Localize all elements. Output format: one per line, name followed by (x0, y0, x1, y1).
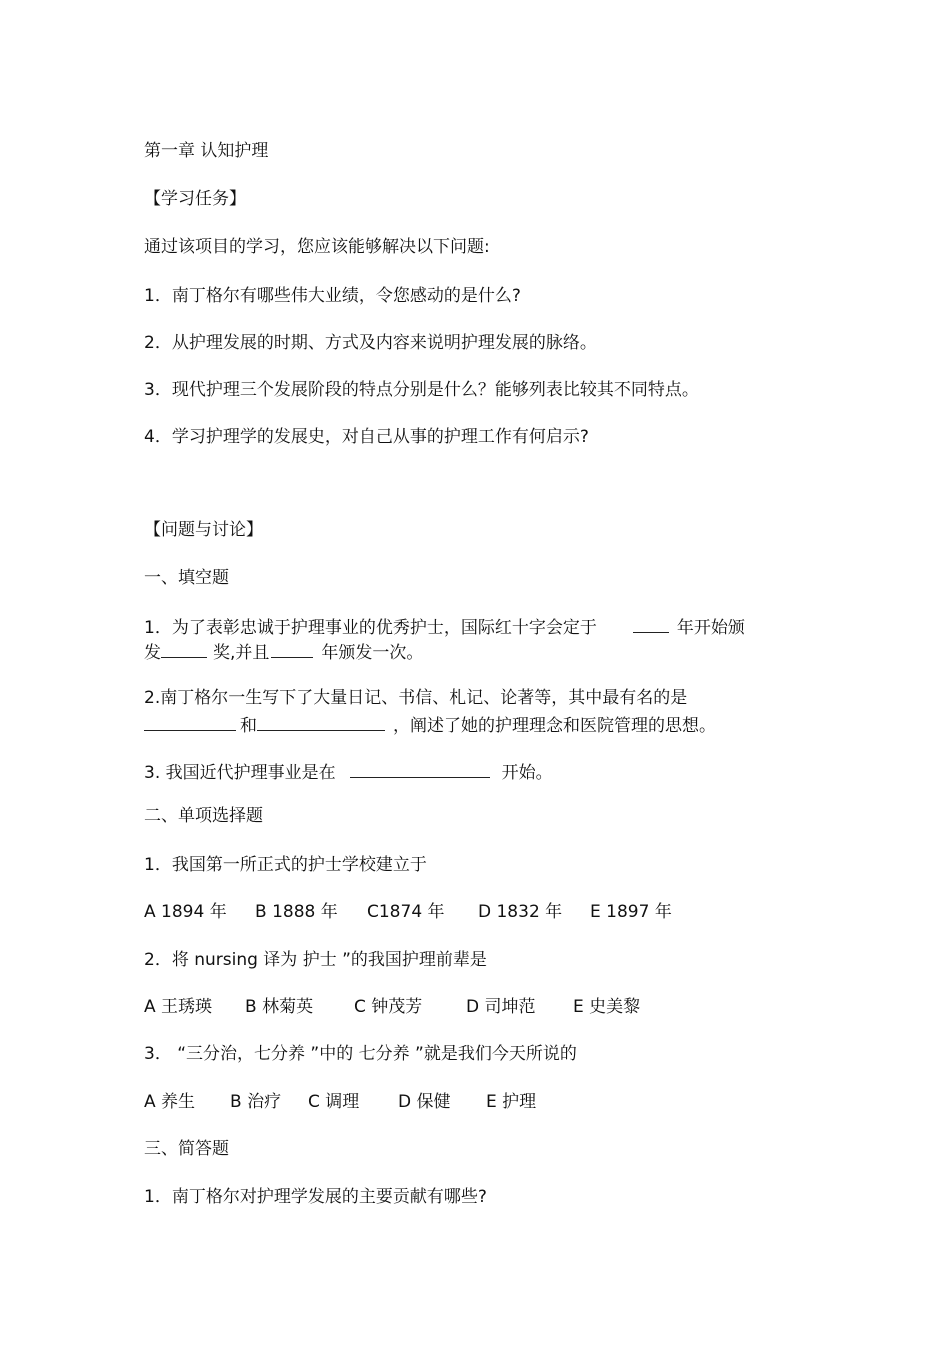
discussion-heading: 【问题与讨论】 (144, 520, 263, 540)
choice-question-1-options (144, 900, 672, 924)
choice-q3-option-c: C 调理 (308, 1092, 360, 1112)
choice-question-3-options (144, 1090, 536, 1114)
choice-q1-option-a: A 1894 年 (144, 902, 227, 922)
choice-q1-option-c: C1874 年 (367, 902, 445, 922)
choice-question-2: 2．将 nursing 译为 护士 ”的我国护理前辈是 (144, 950, 487, 970)
fill-q2-text-c: ，阐述了她的护理理念和医院管理的思想。 (393, 716, 716, 736)
fill-q1-blank-year (633, 614, 669, 633)
choice-q2-option-c: C 钟茂芳 (354, 997, 423, 1017)
chapter-title: 第一章 认知护理 (144, 141, 269, 161)
fill-q3-text-a: 3. 我国近代护理事业是在 (144, 763, 336, 783)
fill-question-2-line-2 (144, 712, 716, 738)
choice-q2-option-e: E 史美黎 (573, 997, 641, 1017)
short-answer-question-1: 1．南丁格尔对护理学发展的主要贡献有哪些? (144, 1187, 487, 1207)
fill-question-3 (144, 759, 553, 785)
choice-q1-option-d: D 1832 年 (478, 902, 563, 922)
task-item-4: 4．学习护理学的发展史，对自己从事的护理工作有何启示? (144, 427, 589, 447)
task-intro: 通过该项目的学习，您应该能够解决以下问题: (144, 237, 490, 257)
fill-q1-blank-award (161, 639, 207, 658)
choice-q2-option-a: A 王琇瑛 (144, 997, 213, 1017)
choice-heading: 二、单项选择题 (144, 806, 263, 826)
choice-q3-option-e: E 护理 (486, 1092, 537, 1112)
task-item-2: 2．从护理发展的时期、方式及内容来说明护理发展的脉络。 (144, 333, 597, 353)
choice-question-3: 3． “三分治，七分养 ”中的 七分养 ”就是我们今天所说的 (144, 1044, 577, 1064)
choice-q2-option-d: D 司坤范 (466, 997, 536, 1017)
fill-q1-text-b: 年开始颁 (676, 618, 745, 638)
fill-q1-text-c: 发 (144, 643, 161, 663)
fill-q2-blank-2 (257, 712, 385, 731)
fill-q1-blank-interval (271, 639, 313, 658)
choice-question-2-options (144, 995, 640, 1019)
fill-q1-text-d: 奖,并且 (213, 643, 270, 663)
fill-q2-blank-1 (144, 712, 236, 731)
choice-q2-option-b: B 林菊英 (245, 997, 314, 1017)
short-answer-heading: 三、简答题 (144, 1139, 229, 1159)
fill-question-1-line-2 (144, 639, 423, 665)
choice-q3-option-b: B 治疗 (230, 1092, 282, 1112)
fill-heading: 一、填空题 (144, 568, 229, 588)
choice-q1-option-e: E 1897 年 (590, 902, 672, 922)
task-item-1: 1．南丁格尔有哪些伟大业绩，令您感动的是什么? (144, 286, 521, 306)
fill-question-1-line-1 (144, 614, 745, 640)
choice-q1-option-b: B 1888 年 (255, 902, 338, 922)
fill-q3-text-b: 开始。 (501, 763, 553, 783)
fill-q3-blank (350, 759, 490, 778)
task-item-3: 3．现代护理三个发展阶段的特点分别是什么？能够列表比较其不同特点。 (144, 380, 699, 400)
fill-question-2-line-1: 2.南丁格尔一生写下了大量日记、书信、札记、论著等，其中最有名的是 (144, 688, 688, 708)
task-heading: 【学习任务】 (144, 189, 246, 209)
fill-q2-text-b: 和 (240, 716, 257, 736)
choice-q3-option-d: D 保健 (398, 1092, 451, 1112)
choice-question-1: 1．我国第一所正式的护士学校建立于 (144, 855, 427, 875)
fill-q1-text-e: 年颁发一次。 (321, 643, 424, 663)
choice-q3-option-a: A 养生 (144, 1092, 196, 1112)
fill-q1-text-a: 1．为了表彰忠诚于护理事业的优秀护士，国际红十字会定于 (144, 618, 597, 638)
